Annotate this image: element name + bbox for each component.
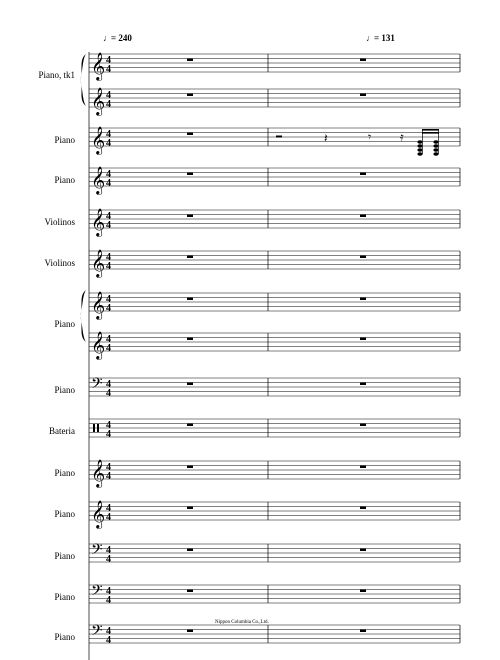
sixteenth-rest-icon: 𝄿	[400, 130, 404, 144]
staff-6	[45, 249, 460, 278]
note-head	[417, 140, 422, 144]
time-signature-numerator: 4	[106, 379, 111, 390]
whole-rest-icon	[360, 630, 366, 633]
whole-rest-icon	[360, 338, 366, 341]
note-head	[433, 152, 438, 156]
whole-rest-icon	[360, 466, 366, 469]
whole-rest-icon	[360, 590, 366, 593]
whole-rest-icon	[187, 173, 193, 176]
whole-rest-icon	[187, 94, 193, 97]
time-signature-numerator: 4	[106, 55, 111, 66]
time-signature-denominator: 4	[106, 99, 111, 110]
time-signature-numerator: 4	[106, 90, 111, 101]
tempo-mark-2	[366, 33, 395, 43]
whole-rest-icon	[187, 466, 193, 469]
quarter-rest-icon: 𝄽	[324, 131, 328, 145]
treble-clef-icon: 𝄞	[91, 459, 106, 487]
brace-icon	[80, 290, 86, 342]
whole-rest-icon	[360, 383, 366, 386]
staff-12	[54, 500, 460, 529]
eighth-rest-icon: 𝄾	[368, 130, 372, 144]
whole-rest-icon	[187, 549, 193, 552]
whole-rest-icon	[187, 215, 193, 218]
time-signature-numerator: 4	[106, 294, 111, 305]
staff-9	[54, 375, 460, 399]
treble-clef-icon: 𝄞	[91, 52, 106, 80]
staff-4	[54, 166, 460, 195]
whole-rest-icon	[187, 133, 193, 136]
half-rest-icon	[276, 136, 282, 138]
time-signature-denominator: 4	[106, 303, 111, 314]
staff-11	[54, 459, 460, 488]
instrument-label: Piano	[54, 385, 75, 395]
whole-rest-icon	[187, 383, 193, 386]
time-signature-numerator: 4	[106, 462, 111, 473]
time-signature-denominator: 4	[106, 595, 111, 606]
instrument-label: Piano	[54, 468, 75, 478]
whole-rest-icon	[360, 94, 366, 97]
treble-clef-icon: 𝄞	[91, 166, 106, 194]
tempo-value-2: = 131	[374, 33, 395, 43]
staff-1	[38, 52, 460, 81]
tempo-note-1: ♩	[103, 33, 112, 43]
whole-rest-icon	[360, 507, 366, 510]
note-head	[433, 140, 438, 144]
instrument-label: Piano	[54, 632, 75, 642]
whole-rest-icon	[360, 215, 366, 218]
treble-clef-icon: 𝄞	[91, 331, 106, 359]
tempo-value-1: = 240	[111, 33, 132, 43]
time-signature-numerator: 4	[106, 420, 111, 431]
whole-rest-icon	[187, 630, 193, 633]
treble-clef-icon: 𝄞	[91, 87, 106, 115]
instrument-label: Violinos	[44, 217, 75, 227]
whole-rest-icon	[187, 338, 193, 341]
staff-5	[45, 208, 460, 237]
time-signature-numerator: 4	[106, 211, 111, 222]
bass-clef-icon: 𝄢	[91, 582, 103, 603]
instrument-label: Piano	[54, 319, 75, 329]
note-head	[433, 144, 438, 148]
whole-rest-icon	[360, 424, 366, 427]
time-signature-denominator: 4	[106, 178, 111, 189]
staff-3	[54, 126, 460, 156]
whole-rest-icon	[360, 173, 366, 176]
instrument-label: Piano	[54, 175, 75, 185]
whole-rest-icon	[187, 298, 193, 301]
time-signature-numerator: 4	[106, 334, 111, 345]
treble-clef-icon: 𝄞	[91, 249, 106, 277]
time-signature-numerator: 4	[106, 545, 111, 556]
note-head	[433, 148, 438, 152]
note-head	[417, 152, 422, 156]
instrument-label: Piano	[54, 135, 75, 145]
tempo-mark-1	[103, 33, 132, 43]
staff-13	[54, 541, 460, 565]
bass-clef-icon: 𝄢	[91, 375, 103, 396]
footer-copyright: Nippon Columbia Co.,Ltd.	[215, 620, 269, 625]
instrument-label: Piano	[54, 551, 75, 561]
time-signature-denominator: 4	[106, 554, 111, 565]
instrument-label: Bateria	[49, 426, 75, 436]
tempo-note-2: ♩	[366, 33, 375, 43]
brace-icon	[80, 54, 86, 106]
note-head	[417, 148, 422, 152]
time-signature-numerator: 4	[106, 586, 111, 597]
treble-clef-icon: 𝄞	[91, 500, 106, 528]
treble-clef-icon: 𝄞	[91, 208, 106, 236]
time-signature-numerator: 4	[106, 129, 111, 140]
staff-15	[54, 622, 460, 646]
time-signature-denominator: 4	[106, 64, 111, 75]
whole-rest-icon	[187, 424, 193, 427]
time-signature-numerator: 4	[106, 626, 111, 637]
time-signature-denominator: 4	[106, 138, 111, 149]
time-signature-denominator: 4	[106, 388, 111, 399]
staff-7	[54, 291, 460, 329]
whole-rest-icon	[360, 549, 366, 552]
treble-clef-icon: 𝄞	[91, 126, 106, 154]
beam	[422, 129, 439, 131]
time-signature-numerator: 4	[106, 169, 111, 180]
time-signature-denominator: 4	[106, 261, 111, 272]
time-signature-numerator: 4	[106, 503, 111, 514]
instrument-label: Piano, tk1	[38, 70, 75, 80]
time-signature-denominator: 4	[106, 635, 111, 646]
whole-rest-icon	[187, 59, 193, 62]
time-signature-denominator: 4	[106, 429, 111, 440]
time-signature-denominator: 4	[106, 343, 111, 354]
whole-rest-icon	[187, 590, 193, 593]
instrument-label: Piano	[54, 592, 75, 602]
bass-clef-icon: 𝄢	[91, 541, 103, 562]
staff-8	[89, 331, 460, 360]
time-signature-numerator: 4	[106, 252, 111, 263]
bass-clef-icon: 𝄢	[91, 622, 103, 643]
percussion-clef-icon	[97, 424, 99, 432]
staff-2	[89, 87, 460, 116]
whole-rest-icon	[360, 59, 366, 62]
whole-rest-icon	[187, 256, 193, 259]
note-head	[417, 144, 422, 148]
beam	[422, 132, 439, 134]
whole-rest-icon	[360, 298, 366, 301]
staff-10	[49, 419, 460, 440]
treble-clef-icon: 𝄞	[91, 291, 106, 319]
time-signature-denominator: 4	[106, 471, 111, 482]
time-signature-denominator: 4	[106, 220, 111, 231]
time-signature-denominator: 4	[106, 512, 111, 523]
whole-rest-icon	[360, 256, 366, 259]
instrument-label: Piano	[54, 509, 75, 519]
whole-rest-icon	[187, 507, 193, 510]
percussion-clef-icon	[93, 424, 95, 432]
instrument-label: Violinos	[44, 258, 75, 268]
staff-14	[54, 582, 460, 606]
